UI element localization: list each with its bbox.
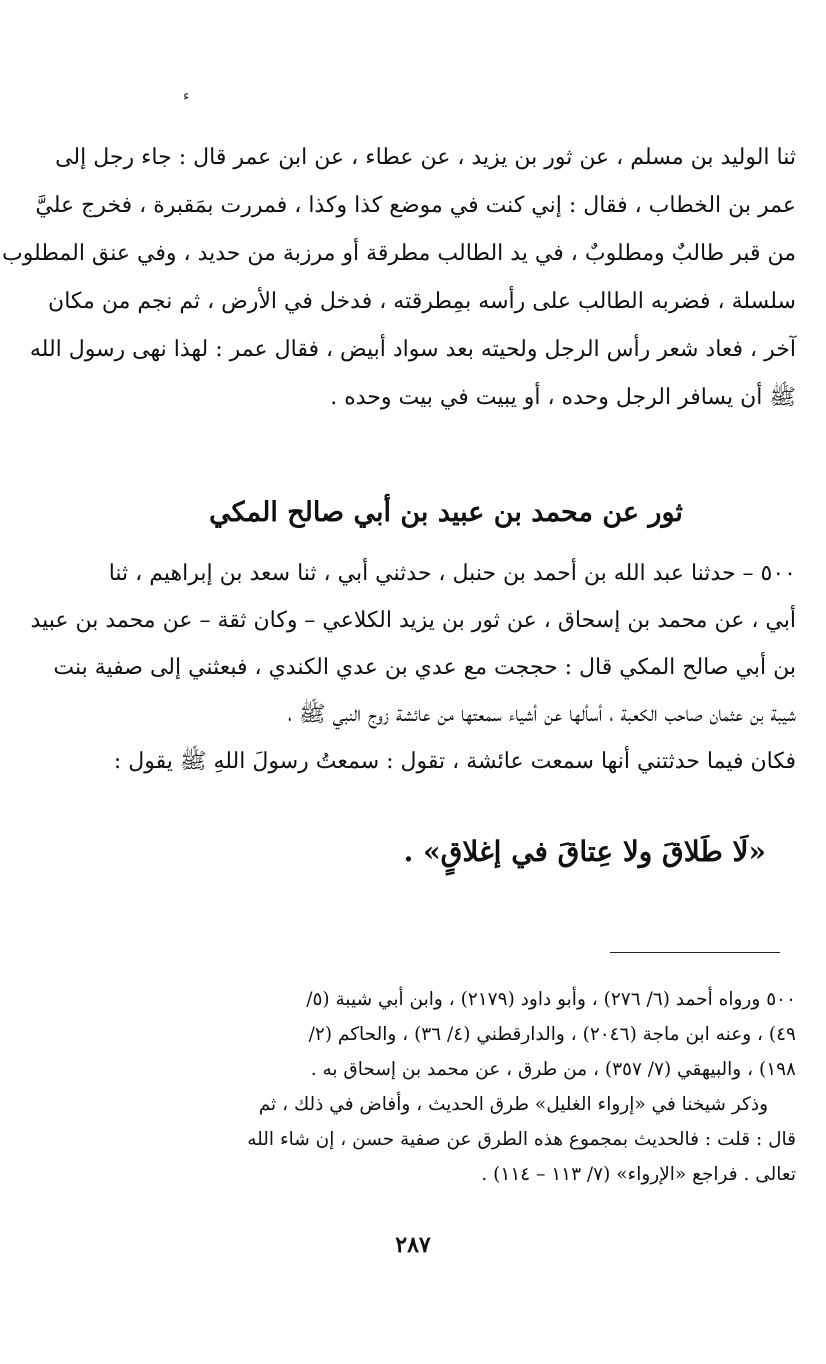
footnote-divider	[610, 952, 780, 953]
footnote-line: ١٩٨) ، والبيهقي (٧/ ٣٥٧) ، من طرق ، عن محمد بن إسحاق به .	[310, 1059, 796, 1080]
page-number: ٢٨٧	[395, 1232, 431, 1258]
text-line: بن أبي صالح المكي قال : حججت مع عدي بن عدي الكندي ، فبعثني إلى صفية بنت	[53, 655, 796, 680]
text-line: سلسلة ، فضربه الطالب على رأسه بمِطرقته ، فدخل في الأرض ، ثم نجم من مكان	[48, 289, 796, 314]
stray-mark: ء	[183, 88, 190, 104]
footnote-line: وذكر شيخنا في «إرواء الغليل» طرق الحديث ، وأفاض في ذلك ، ثم	[258, 1094, 768, 1115]
text-line: ٥٠٠ – حدثنا عبد الله بن أحمد بن حنبل ، حدثني أبي ، ثنا سعد بن إبراهيم ، ثنا	[108, 561, 796, 586]
hadith-quote: «لَا طَلاقَ ولا عِتاقَ في إغلاقٍ» .	[403, 835, 766, 868]
footnote-line: تعالى . فراجع «الإرواء» (٧/ ١١٣ – ١١٤) .	[481, 1164, 796, 1185]
text-line: ثنا الوليد بن مسلم ، عن ثور بن يزيد ، عن عطاء ، عن ابن عمر قال : جاء رجل إلى	[55, 145, 796, 170]
text-line: أبي ، عن محمد بن إسحاق ، عن ثور بن يزيد الكلاعي – وكان ثقة – عن محمد بن عبيد	[30, 608, 796, 633]
footnote-line: قال : قلت : فالحديث بمجموع هذه الطرق عن صفية حسن ، إن شاء الله	[247, 1129, 796, 1150]
hadith-paragraph	[30, 550, 796, 785]
text-line: عمر بن الخطاب ، فقال : إني كنت في موضع كذا وكذا ، فمررت بمَقبرة ، فخرج عليَّ	[35, 193, 796, 218]
footnote-line: ٤٩) ، وعنه ابن ماجة (٢٠٤٦) ، والدارقطني (٤/ ٣٦) ، والحاكم (٢/	[308, 1024, 796, 1045]
text-line: آخر ، فعاد شعر رأس الرجل ولحيته بعد سواد أبيض ، فقال عمر : لهذا نهى رسول الله	[29, 337, 796, 362]
footnotes	[96, 982, 796, 1192]
section-title: ثور عن محمد بن عبيد بن أبي صالح المكي	[209, 497, 683, 528]
footnote-line: ٥٠٠ ورواه أحمد (٦/ ٢٧٦) ، وأبو داود (٢١٧٩) ، وابن أبي شيبة (٥/	[306, 989, 796, 1010]
text-line: ﷺ أن يسافر الرجل وحده ، أو يبيت في بيت وحده .	[330, 385, 796, 410]
text-line: من قبر طالبٌ ومطلوبٌ ، في يد الطالب مطرقة أو مرزبة من حديد ، وفي عنق المطلوب	[1, 241, 796, 266]
text-line: فكان فيما حدثتني أنها سمعت عائشة ، تقول : سمعتُ رسولَ اللهِ ﷺ يقول :	[113, 749, 796, 774]
intro-paragraph	[1, 134, 796, 422]
text-line: شيبة بن عثمان صاحب الكعبة ، أسألها عن أشياء سمعتها من عائشة زوج النبي ﷺ ،	[287, 702, 796, 727]
